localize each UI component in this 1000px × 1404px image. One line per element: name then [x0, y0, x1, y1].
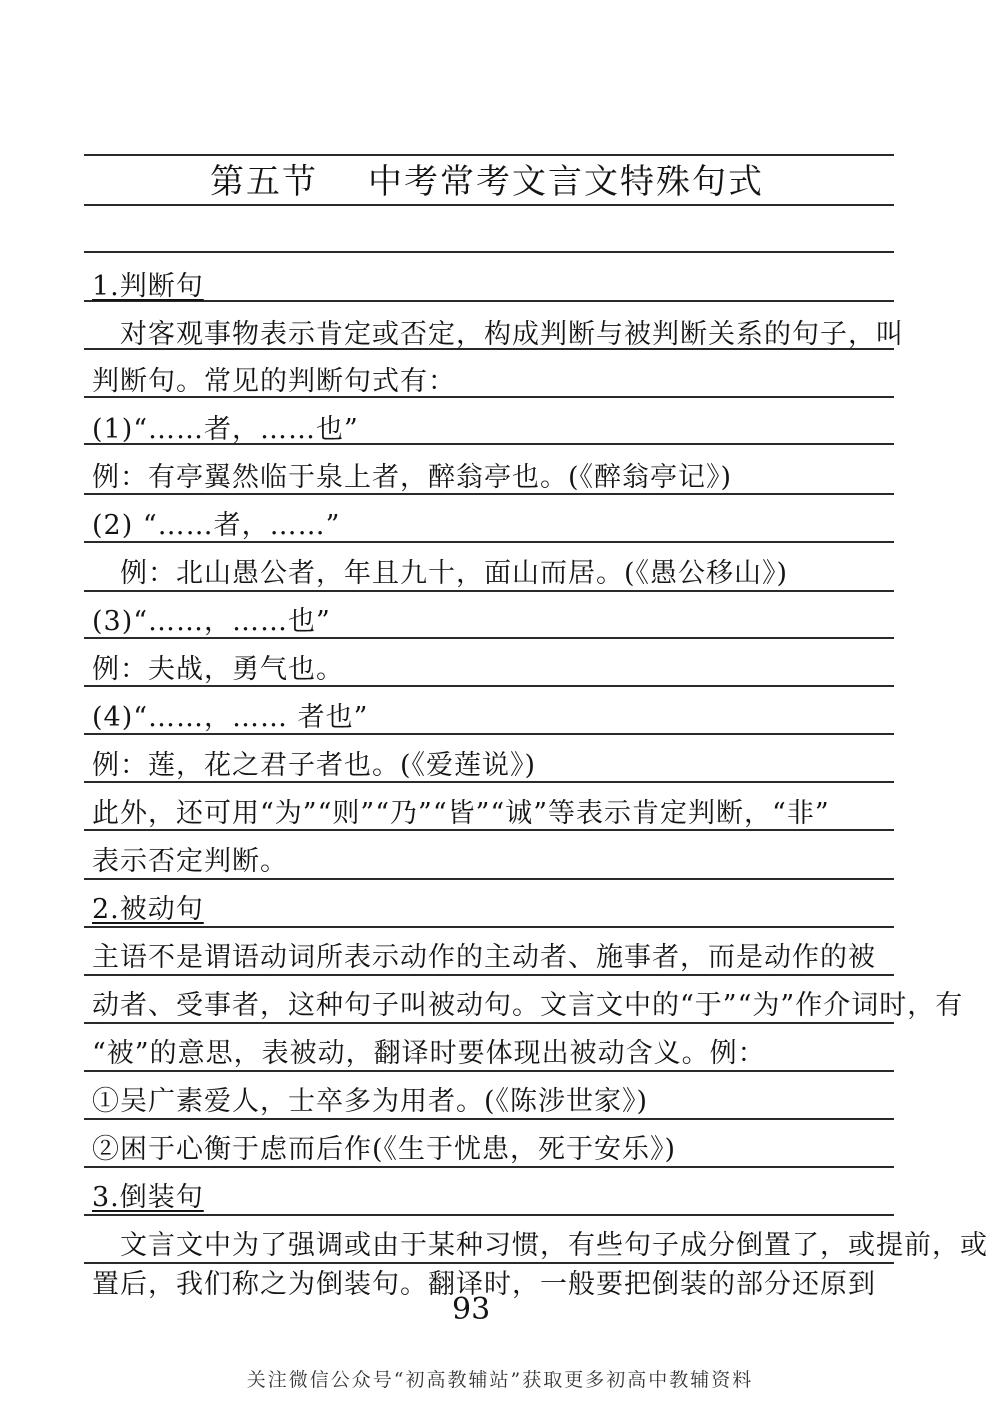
text-line: 对客观事物表示肯定或否定，构成判断与被判断关系的句子，叫 — [120, 319, 904, 350]
page-title — [210, 160, 764, 204]
section-topic: 中考常考文言文特殊句式 — [368, 162, 764, 202]
section-number: 第五节 — [210, 162, 318, 202]
example-line: ①吴广素爱人，士卒多为用者。(《陈涉世家》) — [92, 1086, 649, 1117]
ruled-line — [84, 204, 894, 206]
heading-judgment-sentence: 1.判断句 — [92, 271, 204, 302]
footer-note: 关注微信公众号“初高教辅站”获取更多初高中教辅资料 — [246, 1369, 754, 1391]
ruled-line — [84, 251, 894, 253]
example-line: 例：莲，花之君子者也。(《爱莲说》) — [92, 750, 537, 781]
example-line: 例：有亭翼然临于泉上者，醉翁亭也。(《醉翁亭记》) — [92, 462, 733, 493]
text-line: 动者、受事者，这种句子叫被动句。文言文中的“于”“为”作介词时，有 — [92, 990, 964, 1021]
text-line: 置后，我们称之为倒装句。翻译时，一般要把倒装的部分还原到 — [92, 1269, 876, 1300]
heading-inverted-sentence: 3.倒装句 — [92, 1182, 204, 1213]
text-line: “被”的意思，表被动，翻译时要体现出被动含义。例： — [92, 1038, 766, 1069]
example-line: ②困于心衡于虑而后作(《生于忧患，死于安乐》) — [92, 1134, 677, 1165]
example-line: 例：夫战，勇气也。 — [92, 654, 344, 685]
heading-passive-sentence: 2.被动句 — [92, 894, 204, 925]
text-line: 主语不是谓语动词所表示动作的主动者、施事者，而是动作的被 — [92, 942, 876, 973]
page-number: 93 — [452, 1292, 491, 1327]
example-line: 例：北山愚公者，年且九十，面山而居。(《愚公移山》) — [120, 558, 789, 589]
text-line: 判断句。常见的判断句式有： — [92, 366, 456, 397]
ruled-line — [84, 154, 894, 156]
pattern-line: (1)“……者，……也” — [92, 414, 359, 445]
text-line: 表示否定判断。 — [92, 846, 288, 877]
pattern-line: (4)“……，…… 者也” — [92, 702, 369, 733]
pattern-line: (3)“……，……也” — [92, 606, 331, 637]
text-line: 此外，还可用“为”“则”“乃”“皆”“诚”等表示肯定判断，“非” — [92, 798, 830, 829]
pattern-line: (2) “……者，……” — [92, 510, 341, 541]
text-line: 文言文中为了强调或由于某种习惯，有些句子成分倒置了，或提前，或 — [120, 1230, 988, 1261]
